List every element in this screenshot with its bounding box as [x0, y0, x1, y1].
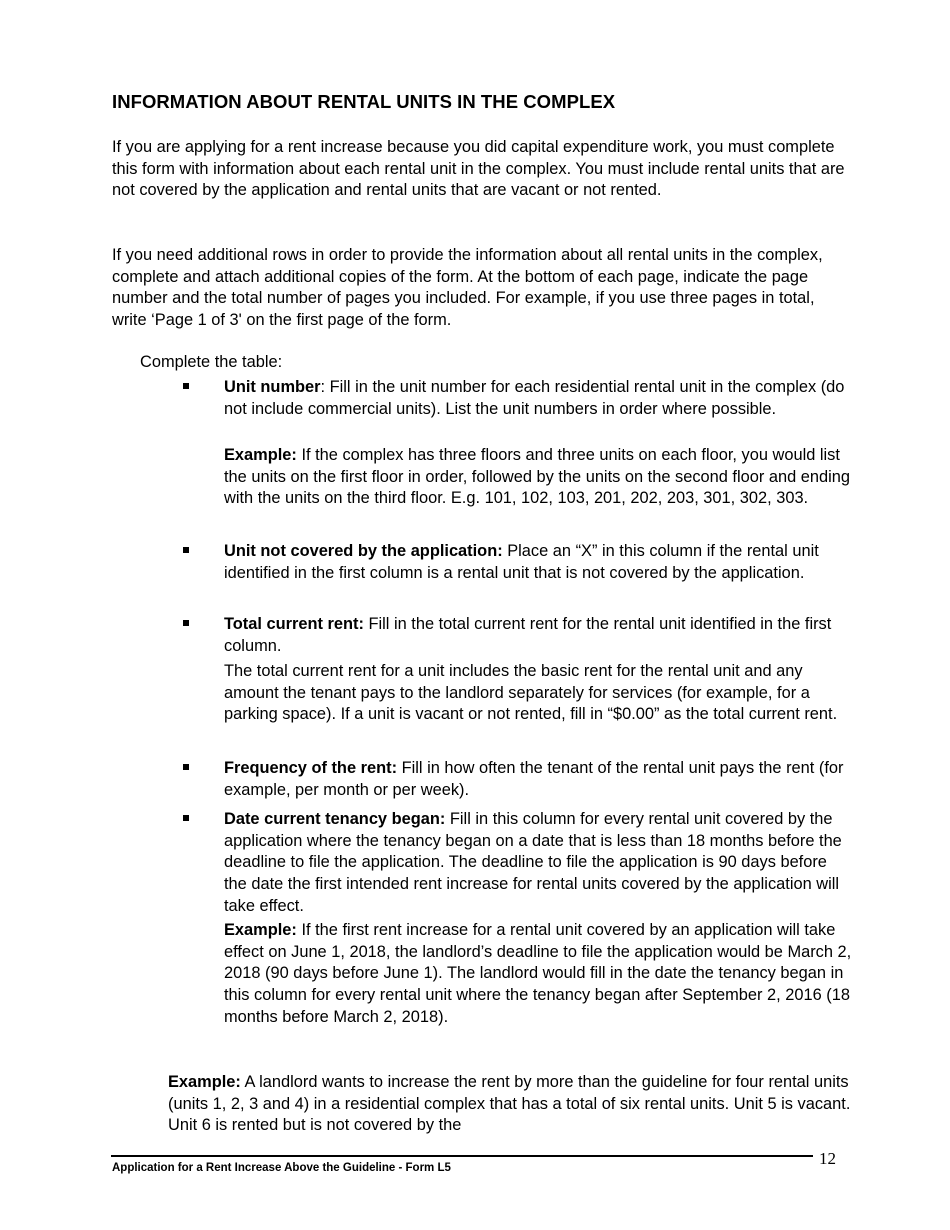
- term-label: Unit not covered by the application:: [224, 542, 503, 560]
- instruction-text: : Fill in the unit number for each residential rental unit in the complex (do not include commercial units). List the unit numbers in order where possible.: [224, 378, 845, 418]
- example-label: Example:: [168, 1073, 241, 1091]
- intro-paragraph-2: If you need additional rows in order to provide the information about all rental units in the complex, complete and attach additional copies of the form. At the bottom of each page, indicate the page number and the total number of pages you included. For example, if you use three pages in total, write ‘Page 1 of 3' on the first page of the form.: [112, 246, 823, 330]
- term-label: Frequency of the rent:: [224, 759, 398, 777]
- page-title: INFORMATION ABOUT RENTAL UNITS IN THE COMPLEX: [112, 91, 616, 112]
- instruction-text: Place an “X” in this column if the rental unit identified in the first column is a rental unit that is not covered by the application.: [224, 542, 819, 582]
- bullet-icon: [183, 620, 189, 626]
- instruction-tenancy-date: [224, 809, 854, 918]
- bullet-icon: [183, 815, 189, 821]
- example-unit-number: [224, 445, 854, 510]
- instructions-lead: Complete the table:: [140, 353, 283, 371]
- example-label: Example:: [224, 921, 297, 939]
- instruction-frequency: [224, 758, 854, 801]
- example-tenancy-date: [224, 920, 854, 1029]
- closing-example: [168, 1072, 858, 1137]
- term-label: Date current tenancy began:: [224, 810, 446, 828]
- instruction-unit-number: [224, 377, 854, 420]
- instruction-not-covered: [224, 541, 854, 584]
- total-rent-detail: The total current rent for a unit includes the basic rent for the rental unit and any amount the tenant pays to the landlord separately for services (for example, for a parking space). If a unit is vacant or not rented, fill in “$0.00” as the total current rent.: [224, 662, 838, 724]
- example-text: A landlord wants to increase the rent by more than the guideline for four rental units (units 1, 2, 3 and 4) in a residential complex that has a total of six rental units. Unit 5 is vacant. Unit 6 is rented but is not covered by the: [168, 1073, 851, 1135]
- term-label: Total current rent:: [224, 615, 364, 633]
- term-label: Unit number: [224, 378, 321, 396]
- instruction-text: Fill in the total current rent for the rental unit identified in the first column.: [224, 615, 832, 655]
- footer-divider: [111, 1155, 813, 1157]
- bullet-icon: [183, 383, 189, 389]
- example-text: If the complex has three floors and three units on each floor, you would list the units on the first floor in order, followed by the units on the second floor and ending with the units on the third floor. E.g. 101, 102, 103, 201, 202, 203, 301, 302, 303.: [224, 446, 850, 508]
- example-label: Example:: [224, 446, 297, 464]
- instruction-text: Fill in this column for every rental unit covered by the application where the tenancy began on a date that is less than 18 months before the deadline to file the application. The deadline to file the application is 90 days before the date the first intended rent increase for rental units covered by the application will take effect.: [224, 810, 842, 915]
- page-number: 12: [819, 1149, 836, 1168]
- bullet-icon: [183, 764, 189, 770]
- bullet-icon: [183, 547, 189, 553]
- example-text: If the first rent increase for a rental unit covered by an application will take effect on June 1, 2018, the landlord’s deadline to file the application would be March 2, 2018 (90 days before June 1). The landlord would fill in the date the tenancy began in this column for every rental unit where the tenancy began after September 2, 2016 (18 months before March 2, 2018).: [224, 921, 852, 1026]
- intro-paragraph-1: If you are applying for a rent increase because you did capital expenditure work, you must complete this form with information about each rental unit in the complex. You must include rental units that are not covered by the application and rental units that are vacant or not rented.: [112, 138, 845, 200]
- footer-form-title: Application for a Rent Increase Above the Guideline - Form L5: [112, 1162, 451, 1174]
- instruction-text: Fill in how often the tenant of the rental unit pays the rent (for example, per month or per week).: [224, 759, 844, 799]
- instruction-total-rent: [224, 614, 854, 657]
